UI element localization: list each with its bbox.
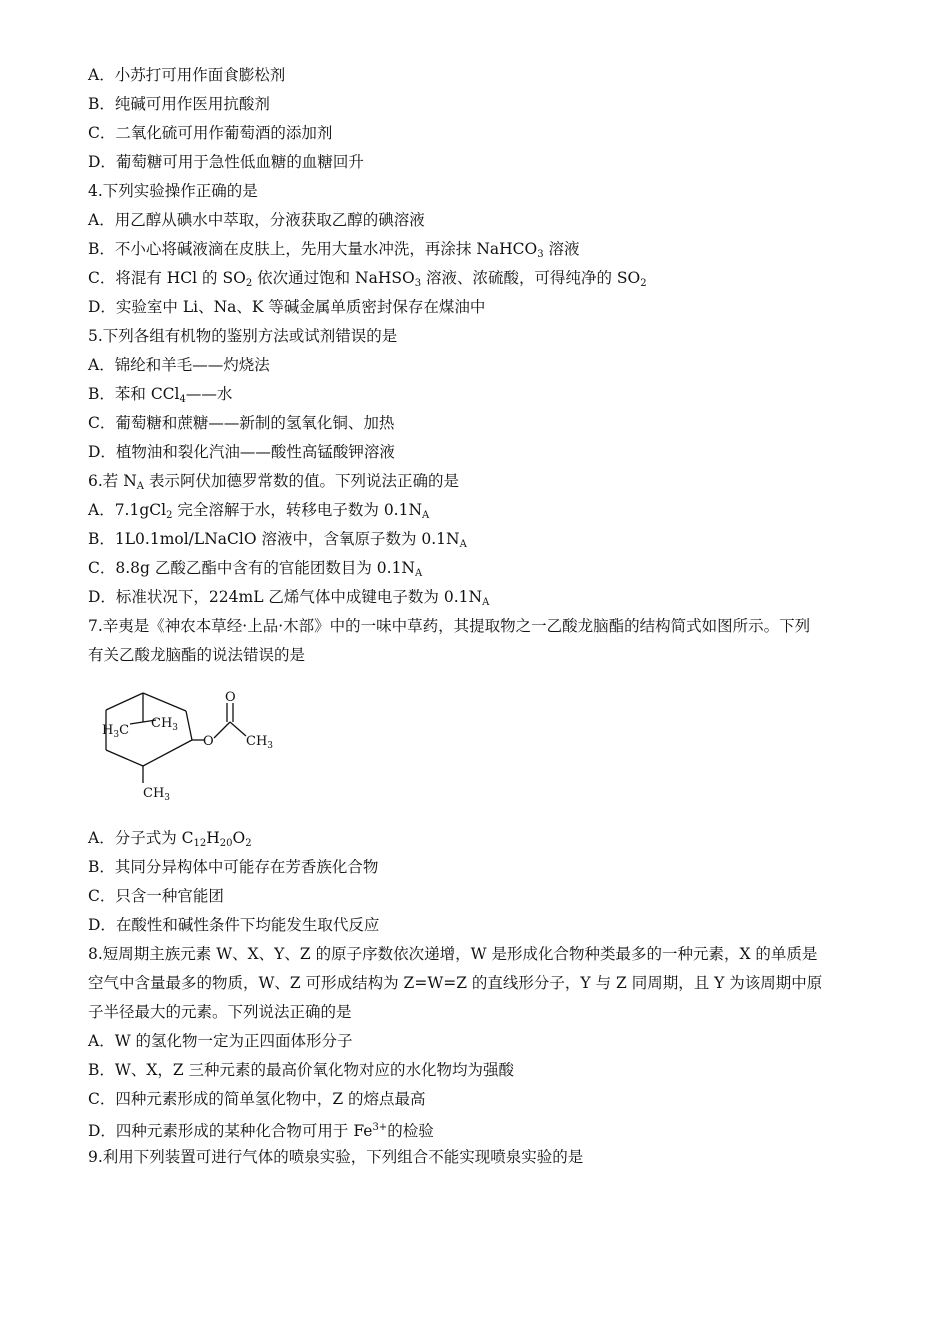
text-line: 8.短周期主族元素 W、X、Y、Z 的原子序数依次递增，W 是形成化合物种类最多的一种元素，X 的单质是 (88, 945, 818, 963)
text-line: D．葡萄糖可用于急性低血糖的血糖回升 (88, 153, 364, 171)
molecule-label-o-ester: O (203, 734, 214, 749)
text-line: A．小苏打可用作面食膨松剂 (88, 66, 286, 84)
text-line: A．分子式为 $C_{12}H_{20}O_2$ (88, 829, 252, 849)
text-line: D．标准状况下，224mL 乙烯气体中成键电子数为 $0.1N_A$ (88, 588, 490, 608)
molecule-label-h3c: $H_3C$ (102, 723, 130, 740)
text-line: 4.下列实验操作正确的是 (88, 182, 258, 200)
text-line: 子半径最大的元素。下列说法正确的是 (88, 1003, 352, 1021)
text-line: 有关乙酸龙脑酯的说法错误的是 (88, 646, 306, 664)
text-line: D．实验室中 Li、Na、K 等碱金属单质密封保存在煤油中 (88, 298, 486, 316)
molecule-label-ch3-inner: $CH_3$ (151, 716, 179, 733)
text-line: A．锦纶和羊毛——灼烧法 (88, 356, 270, 374)
text-line: D．植物油和裂化汽油——酸性高锰酸钾溶液 (88, 443, 395, 461)
text-line: 5.下列各组有机物的鉴别方法或试剂错误的是 (88, 327, 398, 345)
text-line: A．7.1gCl$_2$ 完全溶解于水，转移电子数为 $0.1N_A$ (88, 501, 430, 521)
text-line: C．将混有 HCl 的 $SO_2$ 依次通过饱和 NaHSO$_3$ 溶液、浓硫酸，可得纯净的 $SO_2$ (88, 269, 647, 289)
text-line: A．W 的氢化物一定为正四面体形分子 (88, 1032, 353, 1050)
text-line: 7.辛夷是《神农本草经·上品·木部》中的一味中草药，其提取物之一乙酸龙脑酯的结构简式如图所示。下列 (88, 617, 811, 635)
text-line: B．1L0.1mol/LNaClO 溶液中，含氧原子数为 $0.1N_A$ (88, 530, 467, 550)
text-line: C．8.8g 乙酸乙酯中含有的官能团数目为 $0.1N_A$ (88, 559, 423, 579)
molecule-label-o-carbonyl: O (225, 690, 236, 705)
text-line: C．葡萄糖和蔗糖——新制的氢氧化铜、加热 (88, 414, 395, 432)
text-line: B．W、X，Z 三种元素的最高价氧化物对应的水化物均为强酸 (88, 1061, 515, 1079)
text-line: B．不小心将碱液滴在皮肤上，先用大量水冲洗，再涂抹 NaHCO$_3$ 溶液 (88, 240, 580, 260)
text-line: A．用乙醇从碘水中萃取，分液获取乙醇的碘溶液 (88, 211, 425, 229)
text-line: B．纯碱可用作医用抗酸剂 (88, 95, 270, 113)
molecule-bonds (106, 693, 246, 783)
text-line: B．苯和 CCl$_4$——水 (88, 385, 233, 405)
text-line: 9.利用下列装置可进行气体的喷泉实验，下列组合不能实现喷泉实验的是 (88, 1148, 584, 1166)
text-line: 空气中含量最多的物质，W、Z 可形成结构为 Z=W=Z 的直线形分子，Y 与 Z 同周期，且 Y 为该周期中原 (88, 974, 823, 992)
text-line: C．二氧化硫可用作葡萄酒的添加剂 (88, 124, 333, 142)
text-line: D．四种元素形成的某种化合物可用于 $Fe^{3+}$的检验 (88, 1122, 434, 1140)
molecule-label-ch3-bottom: $CH_3$ (143, 786, 171, 803)
bornyl-acetate-structure (86, 690, 286, 805)
text-line: C．只含一种官能团 (88, 887, 224, 905)
text-line: 6.若 $N_A$ 表示阿伏加德罗常数的值。下列说法正确的是 (88, 472, 459, 492)
text-line: D．在酸性和碱性条件下均能发生取代反应 (88, 916, 380, 934)
text-line: B．其同分异构体中可能存在芳香族化合物 (88, 858, 379, 876)
text-line: C．四种元素形成的简单氢化物中，Z 的熔点最高 (88, 1090, 426, 1108)
molecule-label-ch3-acetyl: $CH_3$ (246, 734, 274, 751)
